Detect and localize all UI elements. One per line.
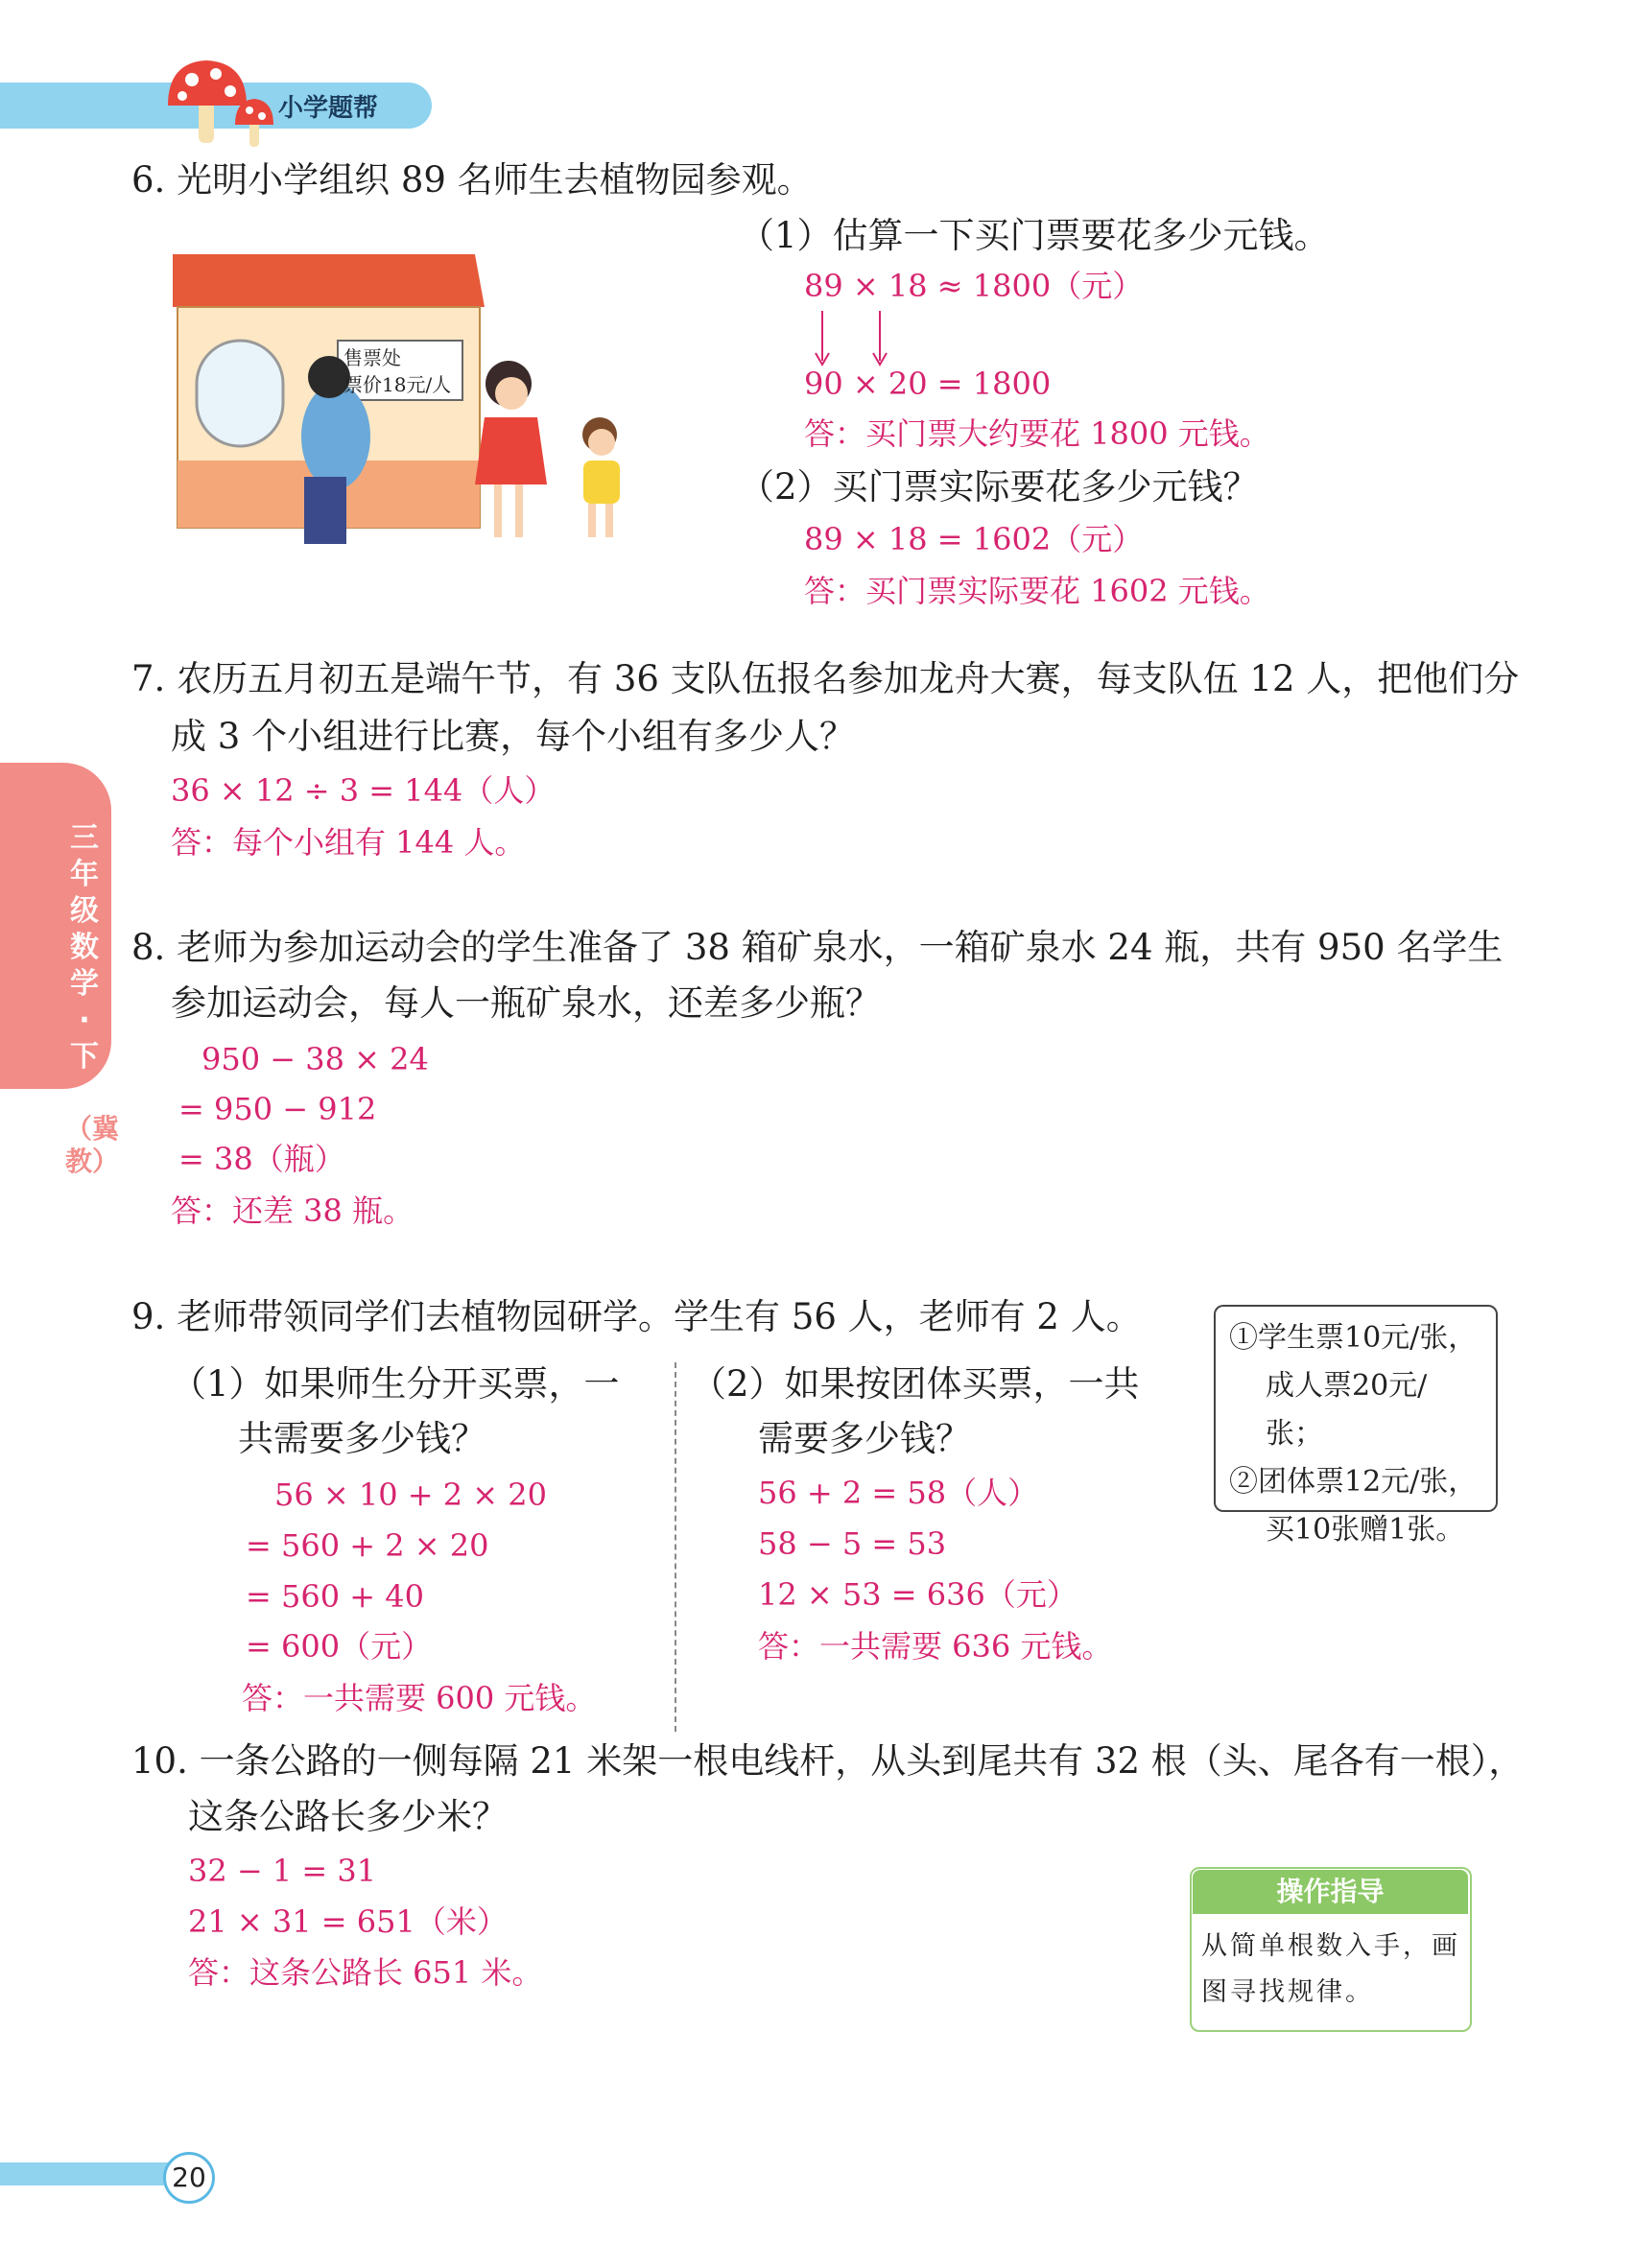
q9-part1-calc3: = 560 + 40	[246, 1578, 424, 1615]
q10-stem-line1: 10. 一条公路的一侧每隔 21 米架一根电线杆，从头到尾共有 32 根（头、尾各有一根），	[131, 1740, 1525, 1782]
ticket-sign-line2: 票价18元/人	[343, 373, 452, 396]
q10-stem-line2: 这条公路长多少米？	[188, 1796, 508, 1837]
q7-calc: 36 × 12 ÷ 3 = 144（人）	[171, 772, 556, 809]
q6-part1-question: （1）估算一下买门票要花多少元钱。	[739, 215, 1330, 256]
q9-part2-calc1: 56 + 2 = 58（人）	[758, 1475, 1039, 1511]
header-title: 小学题帮	[278, 94, 379, 123]
q8-calc2: = 950 − 912	[178, 1091, 377, 1127]
q6-part2-line1: 89 × 18 = 1602（元）	[804, 521, 1144, 557]
q8-answer: 答：还差 38 瓶。	[171, 1193, 414, 1229]
page-number: 20	[163, 2152, 215, 2204]
q8-calc3: = 38（瓶）	[178, 1141, 345, 1177]
q9-stem: 9. 老师带领同学们去植物园研学。学生有 56 人，老师有 2 人。	[131, 1296, 1142, 1337]
q9-part2-calc3: 12 × 53 = 636（元）	[758, 1576, 1077, 1613]
q6-part2-answer: 答：买门票实际要花 1602 元钱。	[804, 573, 1270, 609]
side-tab-edition: （冀教）	[65, 1113, 120, 1177]
note-line1: ①学生票10元/张，	[1229, 1321, 1478, 1355]
q9-part1-calc2: = 560 + 2 × 20	[246, 1527, 489, 1564]
note-line3: ②团体票12元/张，	[1229, 1465, 1478, 1499]
q8-stem-line2: 参加运动会，每人一瓶矿泉水，还差多少瓶？	[171, 982, 881, 1024]
q9-part1-q-line1: （1）如果师生分开买票，一	[171, 1363, 620, 1405]
q10-calc2: 21 × 31 = 651（米）	[188, 1903, 508, 1940]
q10-calc1: 32 − 1 = 31	[188, 1853, 377, 1889]
note-line4: 买10张赠1张。	[1266, 1513, 1465, 1547]
q9-part2-q-line1: （2）如果按团体买票，一共	[691, 1363, 1140, 1405]
ticket-sign-line1: 售票处	[343, 346, 401, 369]
q9-part1-answer: 答：一共需要 600 元钱。	[242, 1680, 597, 1716]
ticket-price-note	[1214, 1305, 1498, 1547]
q7-stem-line2: 成 3 个小组进行比赛，每个小组有多少人？	[171, 716, 856, 757]
mushroom-icon	[158, 53, 283, 149]
side-tab-grade: 三年级数学·下	[70, 821, 99, 1074]
footer-bar	[0, 2162, 178, 2185]
q9-part2-calc2: 58 − 5 = 53	[758, 1525, 947, 1562]
q10-answer: 答：这条公路长 651 米。	[188, 1954, 543, 1991]
q7-answer: 答：每个小组有 144 人。	[171, 824, 526, 861]
q9-part2-q-line2: 需要多少钱？	[758, 1418, 971, 1459]
q8-calc1: 950 − 38 × 24	[201, 1041, 429, 1077]
q7-stem-line1: 7. 农历五月初五是端午节，有 36 支队伍报名参加龙舟大赛，每支队伍 12 人，把他们分	[131, 658, 1520, 699]
ticket-office-illustration	[168, 245, 657, 552]
q6-part1-line1: 89 × 18 ≈ 1800（元）	[804, 268, 1144, 304]
q9-part1-q-line2: 共需要多少钱？	[238, 1418, 486, 1459]
note-line2: 成人票20元/张；	[1266, 1369, 1428, 1451]
q9-part1-calc4: = 600（元）	[246, 1628, 433, 1665]
q6-part1-line2: 90 × 20 = 1800	[804, 366, 1052, 402]
tip-text: 从简单根数入手，画图寻找规律。	[1201, 1931, 1460, 2007]
q9-divider	[675, 1362, 676, 1732]
q6-part1-answer: 答：买门票大约要花 1800 元钱。	[804, 415, 1270, 452]
q8-stem-line1: 8. 老师为参加运动会的学生准备了 38 箱矿泉水，一箱矿泉水 24 瓶，共有 950 名学生	[131, 927, 1504, 968]
q6-part2-question: （2）买门票实际要花多少元钱？	[739, 466, 1259, 508]
q9-part1-calc1: 56 × 10 + 2 × 20	[274, 1477, 547, 1513]
tip-title: 操作指导	[1193, 1870, 1468, 1914]
q9-part2-answer: 答：一共需要 636 元钱。	[758, 1628, 1113, 1665]
q6-stem: 6. 光明小学组织 89 名师生去植物园参观。	[131, 159, 813, 201]
